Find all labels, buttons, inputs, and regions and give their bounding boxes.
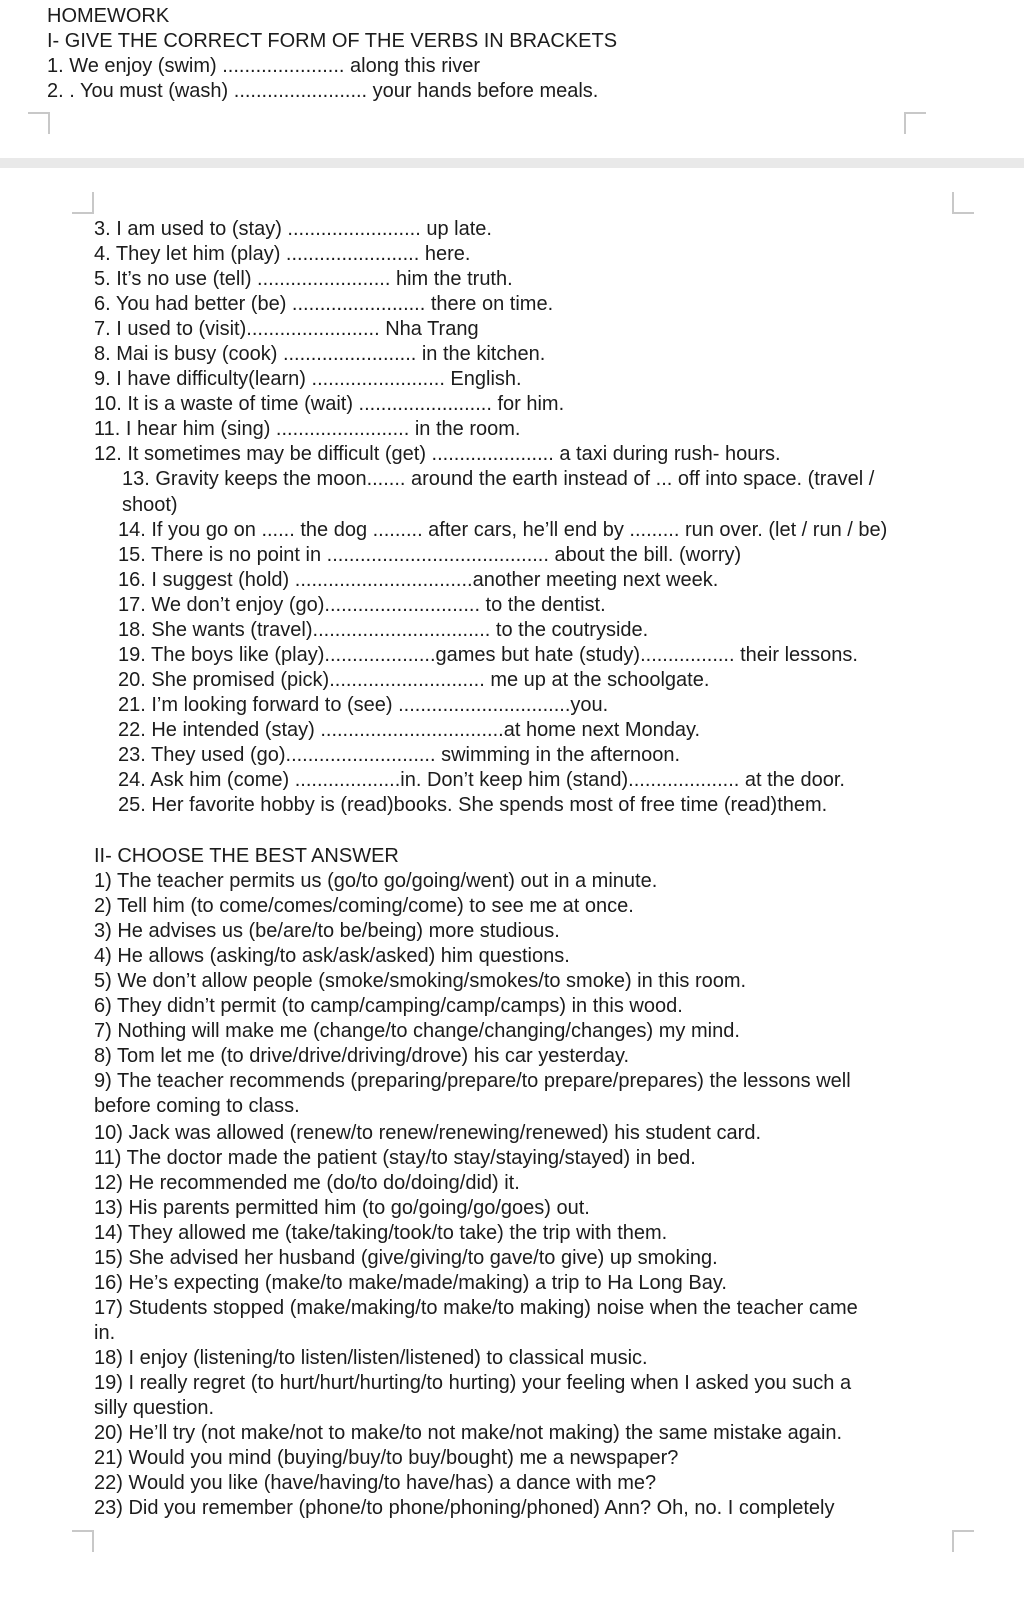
crop-mark [904, 112, 926, 134]
exercise-line: 18) I enjoy (listening/to listen/listen/listened) to classical music. [94, 1347, 648, 1369]
exercise-line: 19) I really regret (to hurt/hurt/hurting/to hurting) your feeling when I asked you such a [94, 1372, 852, 1394]
crop-mark [72, 1530, 94, 1552]
exercise-line: 4. They let him (play) ........................ here. [94, 243, 471, 265]
exercise-line: 14. If you go on ...... the dog ......... after cars, he’ll end by ......... run over. (let / run / be) [118, 519, 888, 541]
exercise-line: in. [94, 1322, 116, 1344]
crop-mark [72, 192, 94, 214]
exercise-line: 2) Tell him (to come/comes/coming/come) to see me at once. [94, 895, 634, 917]
exercise-line: 23. They used (go)........................... swimming in the afternoon. [118, 744, 681, 766]
exercise-line: 5) We don’t allow people (smoke/smoking/smokes/to smoke) in this room. [94, 970, 747, 992]
exercise-line: shoot) [122, 494, 178, 516]
section2-title: II- CHOOSE THE BEST ANSWER [94, 845, 399, 867]
exercise-line: 10) Jack was allowed (renew/to renew/renewing/renewed) his student card. [94, 1122, 762, 1144]
exercise-line: 21) Would you mind (buying/buy/to buy/bought) me a newspaper? [94, 1447, 679, 1469]
exercise-line: 8. Mai is busy (cook) ........................ in the kitchen. [94, 343, 546, 365]
exercise-line: 22. He intended (stay) .................................at home next Monday. [118, 719, 701, 741]
exercise-line: 6) They didn’t permit (to camp/camping/camp/camps) in this wood. [94, 995, 683, 1017]
crop-mark [952, 192, 974, 214]
exercise-line: 17. We don’t enjoy (go)............................ to the dentist. [118, 594, 606, 616]
exercise-line: 17) Students stopped (make/making/to make/to making) noise when the teacher came [94, 1297, 858, 1319]
homework-heading: HOMEWORK [47, 5, 170, 27]
exercise-line: 22) Would you like (have/having/to have/has) a dance with me? [94, 1472, 657, 1494]
exercise-line: 2. . You must (wash) ........................ your hands before meals. [47, 80, 599, 102]
exercise-line: 8) Tom let me (to drive/drive/driving/drove) his car yesterday. [94, 1045, 630, 1067]
exercise-line: 20. She promised (pick)............................ me up at the schoolgate. [118, 669, 710, 691]
exercise-line: 18. She wants (travel)................................ to the coutryside. [118, 619, 649, 641]
exercise-line: 12) He recommended me (do/to do/doing/did) it. [94, 1172, 520, 1194]
exercise-line: 1. We enjoy (swim) ...................... along this river [47, 55, 481, 77]
section1-title: I- GIVE THE CORRECT FORM OF THE VERBS IN BRACKETS [47, 30, 618, 52]
exercise-line: 13. Gravity keeps the moon....... around the earth instead of ... off into space. (travel / [122, 468, 875, 490]
crop-mark [952, 1530, 974, 1552]
exercise-line: 5. It’s no use (tell) ........................ him the truth. [94, 268, 513, 290]
exercise-line: 7. I used to (visit)........................ Nha Trang [94, 318, 479, 340]
exercise-line: before coming to class. [94, 1095, 300, 1117]
crop-mark [28, 112, 50, 134]
exercise-line: 6. You had better (be) ........................ there on time. [94, 293, 554, 315]
worksheet-page-top [0, 0, 1024, 158]
exercise-line: 24. Ask him (come) ...................in. Don’t keep him (stand).................... at the door. [118, 769, 845, 791]
exercise-line: 16. I suggest (hold) ................................another meeting next week. [118, 569, 719, 591]
exercise-line: 4) He allows (asking/to ask/ask/asked) him questions. [94, 945, 570, 967]
exercise-line: 3. I am used to (stay) ........................ up late. [94, 218, 492, 240]
exercise-line: 15. There is no point in ........................................ about the bill. (worry) [118, 544, 742, 566]
page-gap [0, 158, 1024, 168]
exercise-line: 21. I’m looking forward to (see) ...............................you. [118, 694, 609, 716]
exercise-line: 7) Nothing will make me (change/to change/changing/changes) my mind. [94, 1020, 740, 1042]
exercise-line: silly question. [94, 1397, 215, 1419]
exercise-line: 20) He’ll try (not make/not to make/to not make/not making) the same mistake again. [94, 1422, 843, 1444]
exercise-line: 13) His parents permitted him (to go/going/go/goes) out. [94, 1197, 590, 1219]
exercise-line: 9) The teacher recommends (preparing/prepare/to prepare/prepares) the lessons well [94, 1070, 851, 1092]
exercise-line: 25. Her favorite hobby is (read)books. She spends most of free time (read)them. [118, 794, 828, 816]
exercise-line: 10. It is a waste of time (wait) ........................ for him. [94, 393, 565, 415]
exercise-line: 19. The boys like (play)....................games but hate (study)................. their lessons. [118, 644, 858, 666]
exercise-line: 1) The teacher permits us (go/to go/going/went) out in a minute. [94, 870, 658, 892]
exercise-line: 15) She advised her husband (give/giving/to gave/to give) up smoking. [94, 1247, 718, 1269]
exercise-line: 3) He advises us (be/are/to be/being) more studious. [94, 920, 560, 942]
exercise-line: 23) Did you remember (phone/to phone/phoning/phoned) Ann? Oh, no. I completely [94, 1497, 835, 1519]
exercise-line: 14) They allowed me (take/taking/took/to take) the trip with them. [94, 1222, 668, 1244]
exercise-line: 9. I have difficulty(learn) ........................ English. [94, 368, 522, 390]
exercise-line: 11. I hear him (sing) ........................ in the room. [94, 418, 521, 440]
exercise-line: 12. It sometimes may be difficult (get) ...................... a taxi during rush- hours. [94, 443, 781, 465]
exercise-line: 11) The doctor made the patient (stay/to stay/staying/stayed) in bed. [94, 1147, 696, 1169]
exercise-line: 16) He’s expecting (make/to make/made/making) a trip to Ha Long Bay. [94, 1272, 727, 1294]
